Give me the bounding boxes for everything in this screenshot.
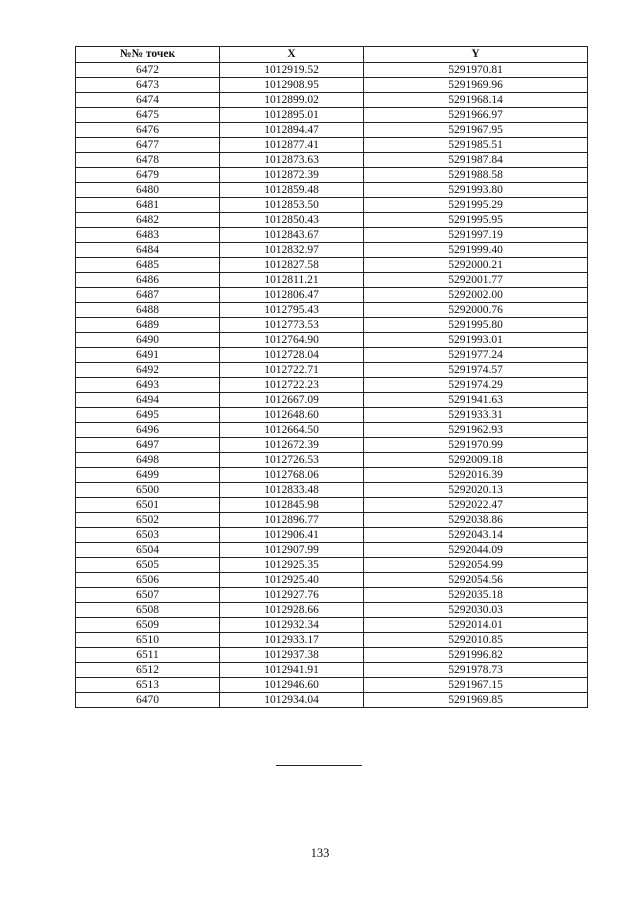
x-cell: 1012664.50 [220,423,364,438]
header-point-number: №№ точек [76,47,220,63]
table-row [76,393,588,408]
x-cell: 1012832.97 [220,243,364,258]
x-cell: 1012764.90 [220,333,364,348]
y-cell: 5292002.00 [364,288,588,303]
x-cell: 1012946.60 [220,678,364,693]
point-number-cell: 6473 [76,78,220,93]
table-row [76,123,588,138]
table-row [76,438,588,453]
point-number-cell: 6488 [76,303,220,318]
point-number-cell: 6478 [76,153,220,168]
x-cell: 1012726.53 [220,453,364,468]
x-cell: 1012872.39 [220,168,364,183]
y-cell: 5292009.18 [364,453,588,468]
point-number-cell: 6498 [76,453,220,468]
y-cell: 5291962.93 [364,423,588,438]
point-number-cell: 6482 [76,213,220,228]
table-row [76,423,588,438]
x-cell: 1012941.91 [220,663,364,678]
table-row [76,228,588,243]
x-cell: 1012853.50 [220,198,364,213]
table-row [76,483,588,498]
point-number-cell: 6487 [76,288,220,303]
point-number-cell: 6485 [76,258,220,273]
y-cell: 5291966.97 [364,108,588,123]
y-cell: 5292001.77 [364,273,588,288]
x-cell: 1012894.47 [220,123,364,138]
y-cell: 5291967.95 [364,123,588,138]
coordinates-table [75,46,588,708]
point-number-cell: 6510 [76,633,220,648]
y-cell: 5292014.01 [364,618,588,633]
y-cell: 5292000.76 [364,303,588,318]
y-cell: 5291967.15 [364,678,588,693]
point-number-cell: 6507 [76,588,220,603]
header-x: X [220,47,364,63]
x-cell: 1012908.95 [220,78,364,93]
separator-line [276,765,362,766]
x-cell: 1012925.35 [220,558,364,573]
y-cell: 5291996.82 [364,648,588,663]
point-number-cell: 6500 [76,483,220,498]
point-number-cell: 6496 [76,423,220,438]
y-cell: 5292000.21 [364,258,588,273]
x-cell: 1012896.77 [220,513,364,528]
x-cell: 1012907.99 [220,543,364,558]
table-row [76,468,588,483]
point-number-cell: 6483 [76,228,220,243]
point-number-cell: 6504 [76,543,220,558]
table-row [76,78,588,93]
point-number-cell: 6479 [76,168,220,183]
point-number-cell: 6493 [76,378,220,393]
x-cell: 1012833.48 [220,483,364,498]
y-cell: 5291997.19 [364,228,588,243]
x-cell: 1012932.34 [220,618,364,633]
point-number-cell: 6477 [76,138,220,153]
y-cell: 5291978.73 [364,663,588,678]
x-cell: 1012919.52 [220,63,364,78]
table-row [76,108,588,123]
y-cell: 5292030.03 [364,603,588,618]
x-cell: 1012722.23 [220,378,364,393]
y-cell: 5292035.18 [364,588,588,603]
y-cell: 5292043.14 [364,528,588,543]
table-row [76,63,588,78]
table-row [76,288,588,303]
x-cell: 1012859.48 [220,183,364,198]
y-cell: 5291974.29 [364,378,588,393]
table-row [76,273,588,288]
table-row [76,138,588,153]
table-row [76,678,588,693]
y-cell: 5292022.47 [364,498,588,513]
point-number-cell: 6495 [76,408,220,423]
table-row [76,363,588,378]
y-cell: 5291933.31 [364,408,588,423]
header-y: Y [364,47,588,63]
x-cell: 1012722.71 [220,363,364,378]
point-number-cell: 6475 [76,108,220,123]
y-cell: 5291999.40 [364,243,588,258]
y-cell: 5291977.24 [364,348,588,363]
y-cell: 5291988.58 [364,168,588,183]
table-row [76,528,588,543]
table-row [76,258,588,273]
x-cell: 1012806.47 [220,288,364,303]
y-cell: 5292016.39 [364,468,588,483]
point-number-cell: 6503 [76,528,220,543]
table-row [76,693,588,708]
table-row [76,198,588,213]
table-body [76,63,588,708]
point-number-cell: 6470 [76,693,220,708]
x-cell: 1012672.39 [220,438,364,453]
y-cell: 5292054.56 [364,573,588,588]
table-header [76,47,588,63]
x-cell: 1012934.04 [220,693,364,708]
table-row [76,318,588,333]
y-cell: 5292020.13 [364,483,588,498]
point-number-cell: 6511 [76,648,220,663]
y-cell: 5291968.14 [364,93,588,108]
x-cell: 1012648.60 [220,408,364,423]
point-number-cell: 6490 [76,333,220,348]
x-cell: 1012933.17 [220,633,364,648]
point-number-cell: 6505 [76,558,220,573]
x-cell: 1012877.41 [220,138,364,153]
x-cell: 1012795.43 [220,303,364,318]
y-cell: 5291993.01 [364,333,588,348]
table-row [76,183,588,198]
table-row [76,648,588,663]
x-cell: 1012906.41 [220,528,364,543]
y-cell: 5291974.57 [364,363,588,378]
table-row [76,213,588,228]
point-number-cell: 6509 [76,618,220,633]
x-cell: 1012843.67 [220,228,364,243]
table-row [76,303,588,318]
point-number-cell: 6492 [76,363,220,378]
x-cell: 1012827.58 [220,258,364,273]
table-row [76,153,588,168]
y-cell: 5291970.81 [364,63,588,78]
table-row [76,243,588,258]
table-row [76,573,588,588]
point-number-cell: 6508 [76,603,220,618]
table-row [76,588,588,603]
table-row [76,168,588,183]
page-number: 133 [310,846,330,860]
x-cell: 1012773.53 [220,318,364,333]
y-cell: 5292010.85 [364,633,588,648]
table-row [76,603,588,618]
point-number-cell: 6501 [76,498,220,513]
point-number-cell: 6513 [76,678,220,693]
table-row [76,498,588,513]
point-number-cell: 6491 [76,348,220,363]
table-row [76,378,588,393]
y-cell: 5291985.51 [364,138,588,153]
y-cell: 5291941.63 [364,393,588,408]
point-number-cell: 6486 [76,273,220,288]
table-row [76,513,588,528]
y-cell: 5291987.84 [364,153,588,168]
x-cell: 1012928.66 [220,603,364,618]
y-cell: 5291970.99 [364,438,588,453]
x-cell: 1012925.40 [220,573,364,588]
point-number-cell: 6481 [76,198,220,213]
table-row [76,408,588,423]
point-number-cell: 6494 [76,393,220,408]
x-cell: 1012667.09 [220,393,364,408]
table-row [76,333,588,348]
point-number-cell: 6472 [76,63,220,78]
x-cell: 1012728.04 [220,348,364,363]
table-row [76,453,588,468]
y-cell: 5292038.86 [364,513,588,528]
y-cell: 5292054.99 [364,558,588,573]
x-cell: 1012768.06 [220,468,364,483]
y-cell: 5291995.95 [364,213,588,228]
table-row [76,633,588,648]
point-number-cell: 6489 [76,318,220,333]
table-row [76,93,588,108]
point-number-cell: 6512 [76,663,220,678]
y-cell: 5291995.80 [364,318,588,333]
y-cell: 5291969.85 [364,693,588,708]
point-number-cell: 6499 [76,468,220,483]
x-cell: 1012811.21 [220,273,364,288]
x-cell: 1012895.01 [220,108,364,123]
y-cell: 5292044.09 [364,543,588,558]
x-cell: 1012927.76 [220,588,364,603]
point-number-cell: 6484 [76,243,220,258]
y-cell: 5291995.29 [364,198,588,213]
table-row [76,543,588,558]
point-number-cell: 6502 [76,513,220,528]
y-cell: 5291969.96 [364,78,588,93]
point-number-cell: 6506 [76,573,220,588]
table-row [76,348,588,363]
table-row [76,663,588,678]
y-cell: 5291993.80 [364,183,588,198]
point-number-cell: 6476 [76,123,220,138]
x-cell: 1012845.98 [220,498,364,513]
table-row [76,558,588,573]
point-number-cell: 6480 [76,183,220,198]
header-row [76,47,588,63]
x-cell: 1012850.43 [220,213,364,228]
point-number-cell: 6497 [76,438,220,453]
x-cell: 1012899.02 [220,93,364,108]
x-cell: 1012937.38 [220,648,364,663]
x-cell: 1012873.63 [220,153,364,168]
point-number-cell: 6474 [76,93,220,108]
table-row [76,618,588,633]
